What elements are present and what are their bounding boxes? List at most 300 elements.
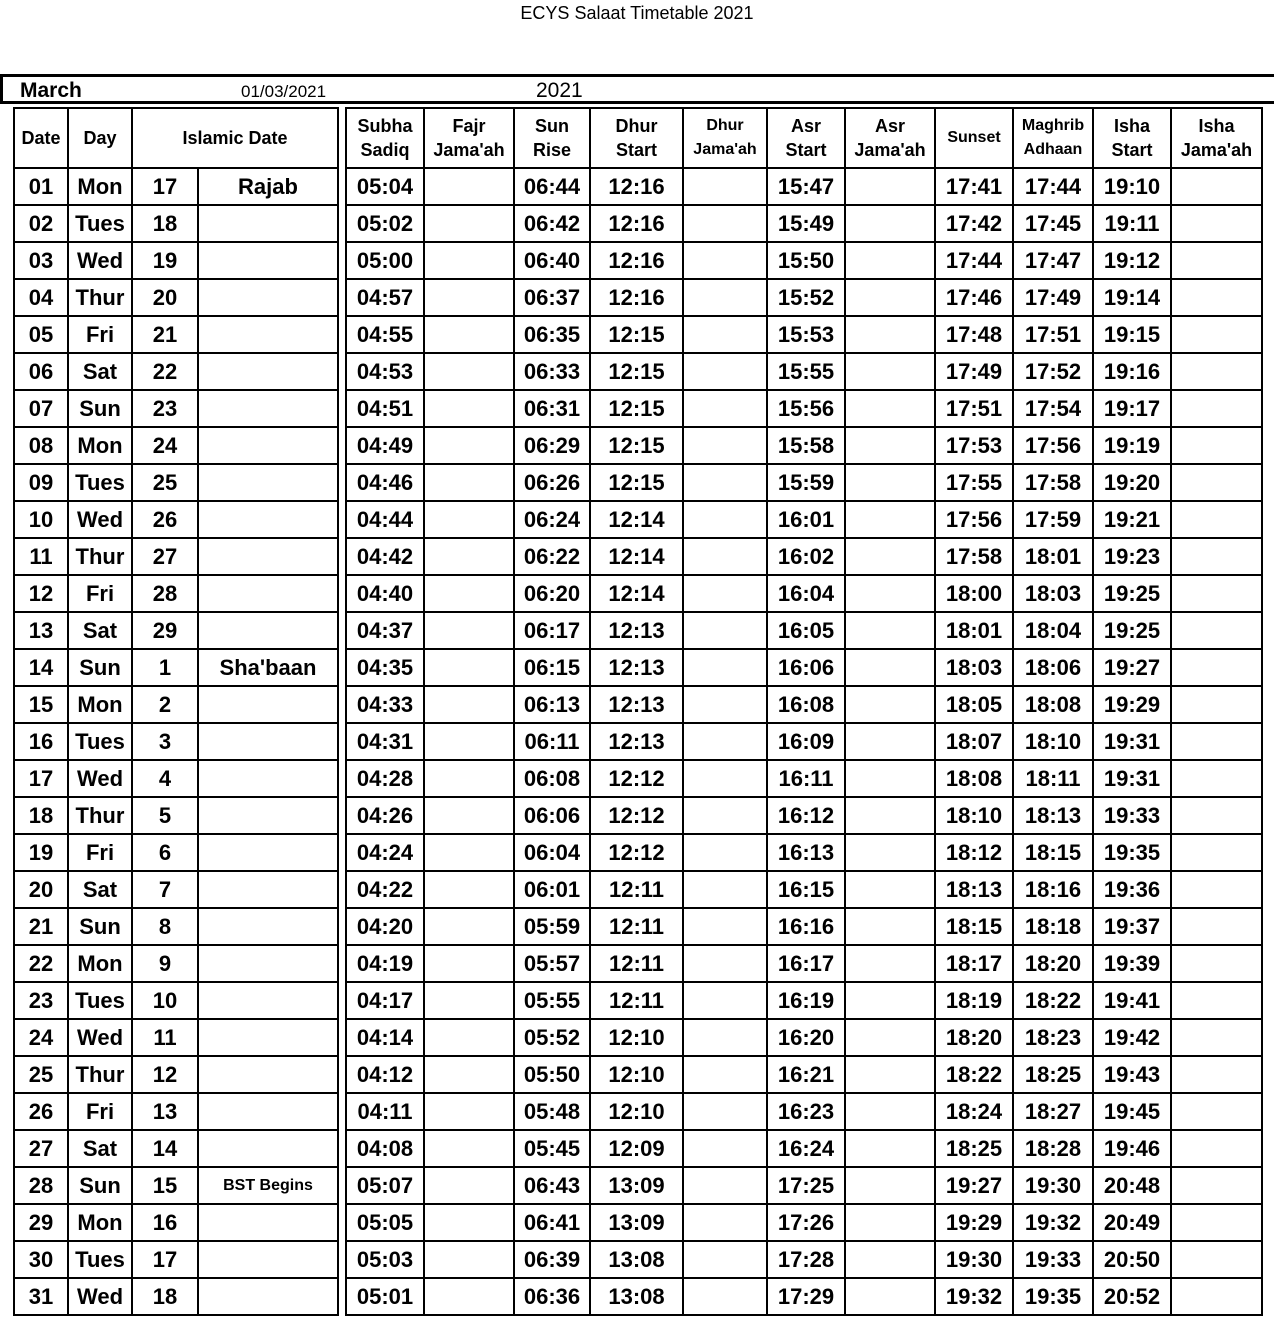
- cell-dhur-start: 12:16: [590, 205, 683, 242]
- cell-islamic-event: [198, 1278, 338, 1315]
- cell-asr-start: 15:56: [767, 390, 845, 427]
- cell-fajr-jamaah: [424, 353, 514, 390]
- date-row: [14, 1204, 338, 1241]
- header-subha-sadiq: Subha Sadiq: [346, 108, 424, 168]
- cell-maghrib-adhaan: 18:13: [1013, 797, 1093, 834]
- header-sun-rise: Sun Rise: [514, 108, 590, 168]
- year-label: 2021: [536, 79, 583, 102]
- cell-date: 28: [14, 1167, 68, 1204]
- date-row: [14, 1167, 338, 1204]
- cell-maghrib-adhaan: 18:22: [1013, 982, 1093, 1019]
- date-row: [14, 760, 338, 797]
- prayer-row: [346, 686, 1262, 723]
- cell-day: Mon: [68, 1204, 132, 1241]
- cell-islamic-event: [198, 945, 338, 982]
- cell-sunset: 17:46: [935, 279, 1013, 316]
- cell-isha-start: 19:12: [1093, 242, 1171, 279]
- cell-islamic-event: [198, 1130, 338, 1167]
- cell-islamic-day: 17: [132, 168, 198, 205]
- prayer-row: [346, 575, 1262, 612]
- cell-day: Tues: [68, 464, 132, 501]
- cell-asr-jamaah: [845, 1241, 935, 1278]
- prayer-row: [346, 834, 1262, 871]
- cell-sun-rise: 06:44: [514, 168, 590, 205]
- cell-isha-jamaah: [1171, 464, 1262, 501]
- month-bar: [0, 74, 1274, 104]
- cell-date: 16: [14, 723, 68, 760]
- cell-sun-rise: 06:06: [514, 797, 590, 834]
- date-row: [14, 390, 338, 427]
- cell-isha-start: 19:16: [1093, 353, 1171, 390]
- page-title: ECYS Salaat Timetable 2021: [520, 3, 754, 23]
- cell-islamic-event: [198, 575, 338, 612]
- cell-fajr-jamaah: [424, 908, 514, 945]
- cell-sunset: 17:55: [935, 464, 1013, 501]
- cell-isha-start: 20:49: [1093, 1204, 1171, 1241]
- date-row: [14, 1130, 338, 1167]
- header-islamic-date: Islamic Date: [132, 108, 338, 168]
- cell-asr-jamaah: [845, 834, 935, 871]
- cell-asr-jamaah: [845, 538, 935, 575]
- cell-subha-sadiq: 04:24: [346, 834, 424, 871]
- cell-asr-jamaah: [845, 279, 935, 316]
- cell-date: 19: [14, 834, 68, 871]
- cell-asr-start: 16:02: [767, 538, 845, 575]
- prayer-row: [346, 427, 1262, 464]
- cell-date: 10: [14, 501, 68, 538]
- cell-dhur-start: 12:15: [590, 353, 683, 390]
- cell-isha-start: 19:15: [1093, 316, 1171, 353]
- cell-sunset: 18:05: [935, 686, 1013, 723]
- cell-asr-jamaah: [845, 316, 935, 353]
- cell-isha-start: 19:29: [1093, 686, 1171, 723]
- cell-maghrib-adhaan: 17:47: [1013, 242, 1093, 279]
- cell-fajr-jamaah: [424, 575, 514, 612]
- cell-asr-start: 17:28: [767, 1241, 845, 1278]
- cell-isha-jamaah: [1171, 1019, 1262, 1056]
- cell-date: 27: [14, 1130, 68, 1167]
- cell-islamic-event: [198, 538, 338, 575]
- cell-fajr-jamaah: [424, 390, 514, 427]
- cell-isha-start: 20:50: [1093, 1241, 1171, 1278]
- cell-maghrib-adhaan: 18:03: [1013, 575, 1093, 612]
- cell-dhur-start: 12:15: [590, 464, 683, 501]
- cell-islamic-event: [198, 686, 338, 723]
- cell-asr-jamaah: [845, 1167, 935, 1204]
- prayer-row: [346, 390, 1262, 427]
- cell-day: Wed: [68, 242, 132, 279]
- prayer-row: [346, 168, 1262, 205]
- cell-sun-rise: 05:45: [514, 1130, 590, 1167]
- cell-dhur-jamaah: [683, 945, 767, 982]
- cell-sun-rise: 05:48: [514, 1093, 590, 1130]
- cell-fajr-jamaah: [424, 501, 514, 538]
- cell-asr-start: 16:06: [767, 649, 845, 686]
- cell-maghrib-adhaan: 18:18: [1013, 908, 1093, 945]
- cell-maghrib-adhaan: 17:56: [1013, 427, 1093, 464]
- cell-maghrib-adhaan: 17:52: [1013, 353, 1093, 390]
- cell-dhur-start: 12:14: [590, 501, 683, 538]
- cell-fajr-jamaah: [424, 982, 514, 1019]
- cell-dhur-start: 12:11: [590, 982, 683, 1019]
- cell-asr-start: 15:53: [767, 316, 845, 353]
- cell-subha-sadiq: 04:49: [346, 427, 424, 464]
- cell-sunset: 18:24: [935, 1093, 1013, 1130]
- cell-fajr-jamaah: [424, 797, 514, 834]
- cell-isha-jamaah: [1171, 1056, 1262, 1093]
- cell-asr-jamaah: [845, 501, 935, 538]
- cell-islamic-day: 26: [132, 501, 198, 538]
- cell-asr-jamaah: [845, 242, 935, 279]
- cell-subha-sadiq: 04:11: [346, 1093, 424, 1130]
- cell-day: Fri: [68, 1093, 132, 1130]
- cell-asr-jamaah: [845, 760, 935, 797]
- date-row: [14, 538, 338, 575]
- date-row: [14, 649, 338, 686]
- date-row: [14, 1278, 338, 1315]
- header-date: Date: [14, 108, 68, 168]
- cell-isha-jamaah: [1171, 353, 1262, 390]
- cell-sun-rise: 06:15: [514, 649, 590, 686]
- cell-sunset: 17:41: [935, 168, 1013, 205]
- cell-date: 20: [14, 871, 68, 908]
- prayer-row: [346, 538, 1262, 575]
- cell-sunset: 19:29: [935, 1204, 1013, 1241]
- cell-dhur-jamaah: [683, 168, 767, 205]
- cell-subha-sadiq: 04:28: [346, 760, 424, 797]
- cell-dhur-start: 12:15: [590, 390, 683, 427]
- cell-asr-jamaah: [845, 464, 935, 501]
- cell-islamic-event: [198, 279, 338, 316]
- cell-islamic-day: 29: [132, 612, 198, 649]
- header-maghrib-adhaan: Maghrib Adhaan: [1013, 108, 1093, 168]
- cell-sunset: 19:30: [935, 1241, 1013, 1278]
- cell-fajr-jamaah: [424, 1241, 514, 1278]
- cell-isha-jamaah: [1171, 279, 1262, 316]
- date-row: [14, 1019, 338, 1056]
- prayer-row: [346, 797, 1262, 834]
- cell-dhur-jamaah: [683, 390, 767, 427]
- cell-sun-rise: 06:35: [514, 316, 590, 353]
- cell-dhur-jamaah: [683, 1093, 767, 1130]
- cell-sunset: 19:27: [935, 1167, 1013, 1204]
- cell-asr-start: 16:13: [767, 834, 845, 871]
- cell-date: 15: [14, 686, 68, 723]
- cell-fajr-jamaah: [424, 1130, 514, 1167]
- cell-islamic-event: [198, 1093, 338, 1130]
- cell-sunset: 18:15: [935, 908, 1013, 945]
- cell-day: Wed: [68, 501, 132, 538]
- cell-islamic-event: Rajab: [198, 168, 338, 205]
- cell-sun-rise: 06:13: [514, 686, 590, 723]
- cell-dhur-jamaah: [683, 242, 767, 279]
- cell-dhur-jamaah: [683, 1056, 767, 1093]
- cell-asr-start: 16:11: [767, 760, 845, 797]
- cell-islamic-day: 11: [132, 1019, 198, 1056]
- cell-date: 05: [14, 316, 68, 353]
- date-row: [14, 686, 338, 723]
- cell-isha-jamaah: [1171, 242, 1262, 279]
- cell-asr-start: 15:50: [767, 242, 845, 279]
- date-row: [14, 871, 338, 908]
- cell-maghrib-adhaan: 18:15: [1013, 834, 1093, 871]
- cell-subha-sadiq: 05:05: [346, 1204, 424, 1241]
- cell-islamic-day: 27: [132, 538, 198, 575]
- cell-day: Tues: [68, 723, 132, 760]
- cell-sun-rise: 05:57: [514, 945, 590, 982]
- cell-islamic-event: [198, 316, 338, 353]
- cell-dhur-start: 12:11: [590, 908, 683, 945]
- cell-sunset: 18:19: [935, 982, 1013, 1019]
- cell-dhur-jamaah: [683, 279, 767, 316]
- date-row: [14, 908, 338, 945]
- cell-maghrib-adhaan: 18:01: [1013, 538, 1093, 575]
- cell-asr-jamaah: [845, 1130, 935, 1167]
- cell-isha-start: 19:36: [1093, 871, 1171, 908]
- cell-dhur-start: 12:15: [590, 427, 683, 464]
- cell-day: Mon: [68, 686, 132, 723]
- cell-sun-rise: 06:41: [514, 1204, 590, 1241]
- cell-fajr-jamaah: [424, 1019, 514, 1056]
- cell-maghrib-adhaan: 18:06: [1013, 649, 1093, 686]
- cell-dhur-jamaah: [683, 982, 767, 1019]
- cell-asr-jamaah: [845, 945, 935, 982]
- cell-islamic-event: [198, 390, 338, 427]
- cell-islamic-event: [198, 353, 338, 390]
- cell-day: Mon: [68, 427, 132, 464]
- cell-isha-start: 19:23: [1093, 538, 1171, 575]
- cell-maghrib-adhaan: 17:54: [1013, 390, 1093, 427]
- cell-asr-jamaah: [845, 390, 935, 427]
- prayer-row: [346, 353, 1262, 390]
- cell-maghrib-adhaan: 19:32: [1013, 1204, 1093, 1241]
- cell-dhur-jamaah: [683, 316, 767, 353]
- cell-sun-rise: 06:20: [514, 575, 590, 612]
- cell-asr-start: 16:15: [767, 871, 845, 908]
- cell-islamic-event: [198, 427, 338, 464]
- cell-sunset: 18:01: [935, 612, 1013, 649]
- cell-asr-jamaah: [845, 575, 935, 612]
- cell-fajr-jamaah: [424, 1056, 514, 1093]
- cell-isha-jamaah: [1171, 168, 1262, 205]
- cell-dhur-start: 12:14: [590, 538, 683, 575]
- cell-isha-start: 19:41: [1093, 982, 1171, 1019]
- cell-asr-jamaah: [845, 649, 935, 686]
- cell-sun-rise: 06:22: [514, 538, 590, 575]
- cell-subha-sadiq: 04:42: [346, 538, 424, 575]
- prayer-row: [346, 760, 1262, 797]
- cell-dhur-start: 12:11: [590, 871, 683, 908]
- cell-dhur-start: 12:16: [590, 168, 683, 205]
- cell-islamic-event: [198, 834, 338, 871]
- cell-islamic-event: [198, 1241, 338, 1278]
- cell-day: Wed: [68, 1278, 132, 1315]
- cell-maghrib-adhaan: 19:33: [1013, 1241, 1093, 1278]
- cell-asr-start: 16:08: [767, 686, 845, 723]
- cell-day: Wed: [68, 1019, 132, 1056]
- header-isha-jamaah: Isha Jama'ah: [1171, 108, 1262, 168]
- cell-islamic-day: 12: [132, 1056, 198, 1093]
- cell-asr-jamaah: [845, 908, 935, 945]
- cell-dhur-start: 13:08: [590, 1241, 683, 1278]
- cell-asr-start: 15:58: [767, 427, 845, 464]
- prayer-row: [346, 982, 1262, 1019]
- cell-date: 09: [14, 464, 68, 501]
- cell-isha-jamaah: [1171, 1167, 1262, 1204]
- cell-sunset: 18:13: [935, 871, 1013, 908]
- cell-asr-start: 16:20: [767, 1019, 845, 1056]
- header-asr-jamaah: Asr Jama'ah: [845, 108, 935, 168]
- header-isha-start: Isha Start: [1093, 108, 1171, 168]
- cell-islamic-event: [198, 908, 338, 945]
- cell-subha-sadiq: 04:31: [346, 723, 424, 760]
- cell-asr-jamaah: [845, 427, 935, 464]
- cell-isha-start: 19:19: [1093, 427, 1171, 464]
- cell-sun-rise: 05:50: [514, 1056, 590, 1093]
- cell-isha-start: 19:10: [1093, 168, 1171, 205]
- cell-isha-start: 19:25: [1093, 575, 1171, 612]
- cell-dhur-start: 12:12: [590, 834, 683, 871]
- cell-asr-start: 15:49: [767, 205, 845, 242]
- cell-islamic-event: [198, 760, 338, 797]
- cell-isha-jamaah: [1171, 1204, 1262, 1241]
- cell-islamic-event: [198, 501, 338, 538]
- cell-dhur-jamaah: [683, 1204, 767, 1241]
- cell-asr-start: 16:19: [767, 982, 845, 1019]
- prayer-row: [346, 945, 1262, 982]
- cell-date: 01: [14, 168, 68, 205]
- cell-dhur-jamaah: [683, 538, 767, 575]
- prayer-row: [346, 1056, 1262, 1093]
- cell-islamic-event: [198, 871, 338, 908]
- cell-date: 18: [14, 797, 68, 834]
- cell-date: 03: [14, 242, 68, 279]
- cell-day: Sun: [68, 390, 132, 427]
- cell-asr-jamaah: [845, 797, 935, 834]
- cell-subha-sadiq: 05:01: [346, 1278, 424, 1315]
- cell-isha-jamaah: [1171, 945, 1262, 982]
- cell-sun-rise: 06:43: [514, 1167, 590, 1204]
- cell-dhur-start: 13:08: [590, 1278, 683, 1315]
- date-row: [14, 982, 338, 1019]
- cell-asr-jamaah: [845, 723, 935, 760]
- cell-date: 26: [14, 1093, 68, 1130]
- cell-islamic-day: 5: [132, 797, 198, 834]
- cell-islamic-day: 3: [132, 723, 198, 760]
- cell-islamic-day: 28: [132, 575, 198, 612]
- cell-maghrib-adhaan: 18:28: [1013, 1130, 1093, 1167]
- cell-isha-jamaah: [1171, 871, 1262, 908]
- cell-subha-sadiq: 04:37: [346, 612, 424, 649]
- cell-day: Fri: [68, 575, 132, 612]
- cell-isha-start: 19:31: [1093, 723, 1171, 760]
- prayer-row: [346, 1241, 1262, 1278]
- cell-isha-start: 19:35: [1093, 834, 1171, 871]
- prayer-times-table: [345, 107, 1263, 1316]
- prayer-row: [346, 723, 1262, 760]
- cell-dhur-jamaah: [683, 575, 767, 612]
- cell-maghrib-adhaan: 18:08: [1013, 686, 1093, 723]
- cell-asr-start: 16:21: [767, 1056, 845, 1093]
- cell-islamic-day: 23: [132, 390, 198, 427]
- cell-day: Fri: [68, 834, 132, 871]
- cell-islamic-day: 9: [132, 945, 198, 982]
- prayer-row: [346, 1130, 1262, 1167]
- cell-subha-sadiq: 05:04: [346, 168, 424, 205]
- cell-dhur-start: 12:10: [590, 1019, 683, 1056]
- cell-fajr-jamaah: [424, 168, 514, 205]
- cell-islamic-day: 25: [132, 464, 198, 501]
- date-row: [14, 242, 338, 279]
- cell-maghrib-adhaan: 19:35: [1013, 1278, 1093, 1315]
- cell-dhur-jamaah: [683, 612, 767, 649]
- cell-subha-sadiq: 05:00: [346, 242, 424, 279]
- cell-subha-sadiq: 04:53: [346, 353, 424, 390]
- cell-sunset: 18:17: [935, 945, 1013, 982]
- cell-maghrib-adhaan: 17:49: [1013, 279, 1093, 316]
- cell-maghrib-adhaan: 18:10: [1013, 723, 1093, 760]
- cell-fajr-jamaah: [424, 649, 514, 686]
- cell-maghrib-adhaan: 17:45: [1013, 205, 1093, 242]
- cell-sun-rise: 06:26: [514, 464, 590, 501]
- date-row: [14, 316, 338, 353]
- cell-dhur-start: 12:09: [590, 1130, 683, 1167]
- cell-day: Wed: [68, 760, 132, 797]
- cell-sunset: 17:44: [935, 242, 1013, 279]
- cell-islamic-event: [198, 205, 338, 242]
- cell-isha-jamaah: [1171, 575, 1262, 612]
- cell-maghrib-adhaan: 18:20: [1013, 945, 1093, 982]
- cell-subha-sadiq: 04:35: [346, 649, 424, 686]
- cell-asr-start: 17:29: [767, 1278, 845, 1315]
- date-row: [14, 834, 338, 871]
- cell-date: 02: [14, 205, 68, 242]
- cell-dhur-jamaah: [683, 1167, 767, 1204]
- cell-islamic-day: 20: [132, 279, 198, 316]
- cell-maghrib-adhaan: 18:11: [1013, 760, 1093, 797]
- cell-dhur-start: 12:12: [590, 797, 683, 834]
- cell-date: 08: [14, 427, 68, 464]
- cell-islamic-day: 6: [132, 834, 198, 871]
- cell-sunset: 19:32: [935, 1278, 1013, 1315]
- cell-fajr-jamaah: [424, 427, 514, 464]
- cell-day: Sat: [68, 871, 132, 908]
- cell-islamic-event: [198, 982, 338, 1019]
- cell-dhur-jamaah: [683, 723, 767, 760]
- cell-islamic-event: [198, 464, 338, 501]
- cell-islamic-day: 21: [132, 316, 198, 353]
- cell-asr-start: 15:55: [767, 353, 845, 390]
- cell-isha-jamaah: [1171, 538, 1262, 575]
- cell-dhur-start: 12:13: [590, 649, 683, 686]
- cell-dhur-start: 12:15: [590, 316, 683, 353]
- cell-dhur-start: 12:13: [590, 612, 683, 649]
- date-row: [14, 797, 338, 834]
- cell-isha-start: 19:25: [1093, 612, 1171, 649]
- cell-dhur-start: 12:13: [590, 723, 683, 760]
- cell-islamic-event: [198, 242, 338, 279]
- header-asr-start: Asr Start: [767, 108, 845, 168]
- cell-fajr-jamaah: [424, 945, 514, 982]
- cell-islamic-day: 14: [132, 1130, 198, 1167]
- cell-fajr-jamaah: [424, 760, 514, 797]
- cell-islamic-event: Sha'baan: [198, 649, 338, 686]
- cell-sunset: 17:49: [935, 353, 1013, 390]
- cell-asr-start: 15:52: [767, 279, 845, 316]
- date-row: [14, 723, 338, 760]
- cell-dhur-start: 12:14: [590, 575, 683, 612]
- cell-islamic-day: 4: [132, 760, 198, 797]
